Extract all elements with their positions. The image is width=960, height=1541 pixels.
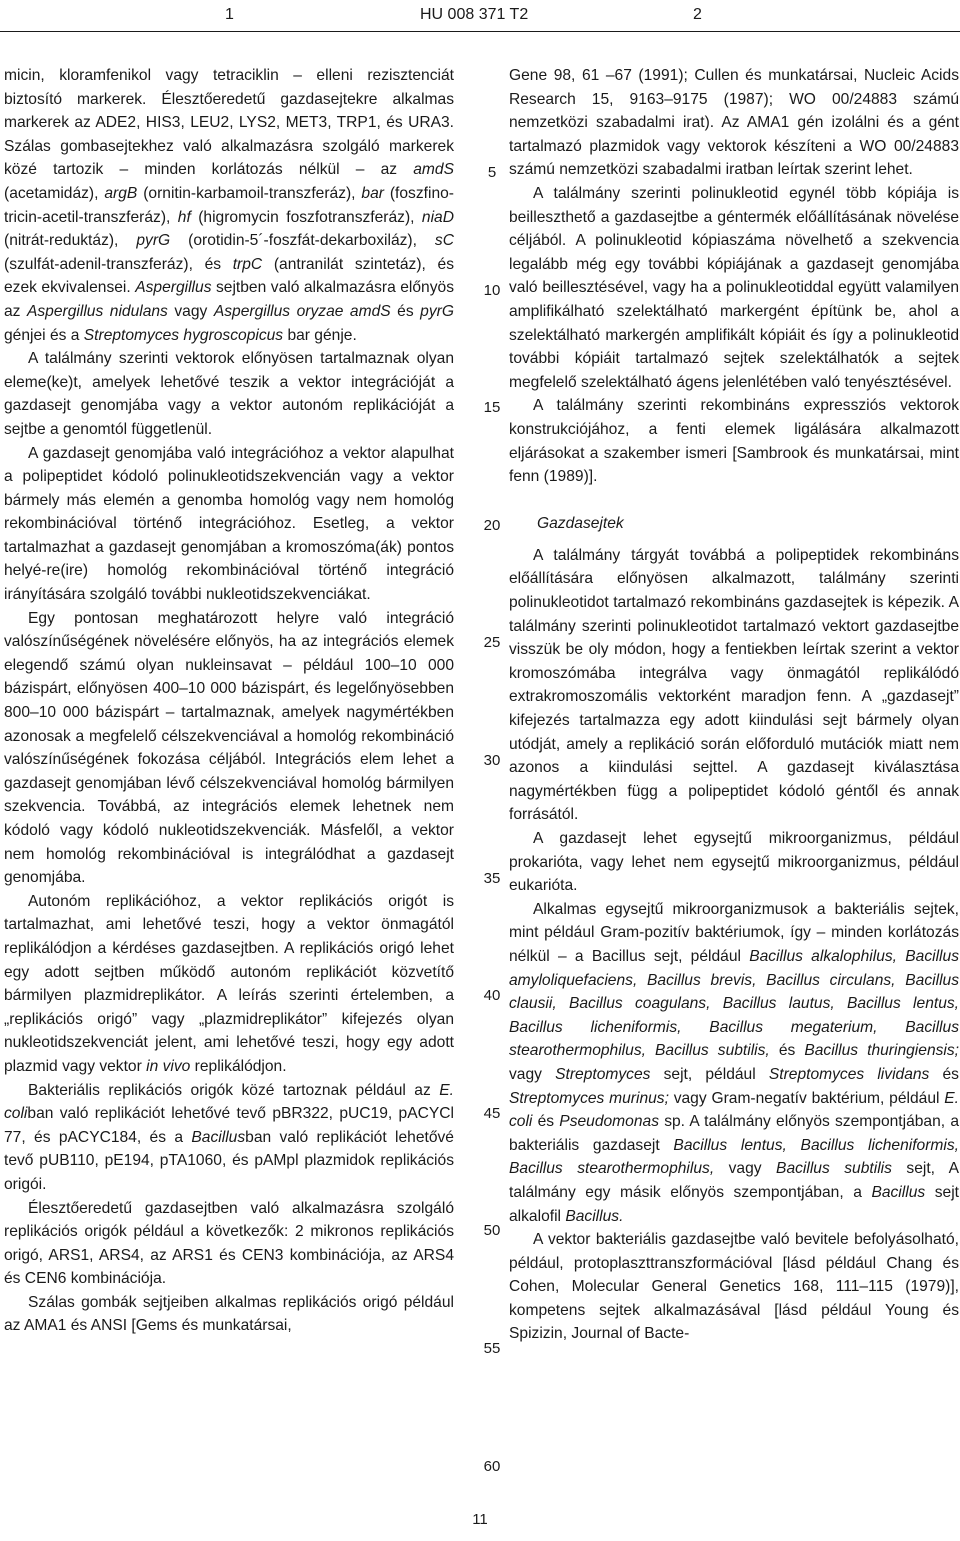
text-run: és: [532, 1113, 560, 1131]
text-run: és: [769, 1042, 805, 1060]
paragraph: [509, 544, 959, 827]
italic-text: Bacillus subtilis: [776, 1160, 892, 1178]
line-number: 55: [483, 1340, 501, 1357]
paragraph: [509, 64, 959, 182]
text-run: replikálódjon.: [190, 1057, 287, 1075]
text-run: micin, kloramfenikol vagy tetraciklin – elleni rezisztenciát biztosító markerek. Élesztőeredetű gazdasejtekre alkalmas markerek az ADE2, HIS3, LEU2, LYS2, MET3, TRP1, és URA3. Szálas gombasejtekhez való alkalmazásra szolgáló markerek közé tartozik – minden korlátozás nélkül – az: [4, 67, 454, 179]
text-run: Gene 98, 61 –67 (1991); Cullen és munkatársai, Nucleic Acids Research 15, 9163–9175 (1987); WO 00/24883 számú nemzetközi szabadalmi irat). Az AMA1 gén izolálni és a gént tartalmazó plazmidok vagy vektorok készíteni a WO 00/24883 számú nemzetközi szabadalmi iratban leírtak szerint lehet.: [509, 67, 959, 179]
text-run: Élesztőeredetű gazdasejtben való alkalmazásra szolgáló replikációs origók például a következők: 2 mikronos replikációs origó, ARS1, ARS4, az ARS1 és CEN3 kombinációja, az ARS4 és CEN6 kombinációja.: [4, 1199, 454, 1288]
text-run: Autonóm replikációhoz, a vektor replikációs origót is tartalmazhat, ami lehetővé teszi, hogy a vektor önmagától replikálódjon a kérdéses gazdasejtben. A replikációs origó lehet egy adott sejtben működő autonóm replikációt közvetítő bármilyen plazmidreplikátor. A leírás szerinti értelemben, a „replikációs origó” vagy „plazmidreplikátor” kifejezés olyan nukleotidszekvenciát jelent, ami lehetővé teszi, hogy egy adott plazmid vagy vektor: [4, 892, 454, 1075]
left-column: [4, 64, 454, 1338]
italic-text: Bacillus alkalophilus, Bacillus amyloliquefaciens, Bacillus brevis, Bacillus circulans, Bacillus clausii, Bacillus coagulans, Bacillus lautus, Bacillus lentus, Bacillus licheniformis, Bacillus megaterium, Bacillus stearothermophilus, Bacillus subtilis,: [509, 947, 959, 1060]
paragraph: [509, 1228, 959, 1346]
text-run: (acetamidáz),: [4, 184, 105, 202]
text-run: vagy: [167, 302, 214, 320]
page-header: [0, 6, 960, 30]
paragraph: [4, 442, 454, 607]
italic-text: pyrG: [420, 302, 454, 320]
italic-text: Aspergillus oryzae amdS: [213, 302, 391, 320]
text-run: A találmány szerinti vektorok előnyösen tartalmaznak olyan eleme(ke)t, amelyek lehetővé teszik a vektor integrációját a gazdasejt genomjába vagy a vektor autonóm replikációját a sejtbe a genomtól függetlenül.: [4, 350, 454, 438]
text-run: Szálas gombák sejtjeiben alkalmas replikációs origó például az AMA1 és ANSI [Gems és munkatársai,: [4, 1293, 454, 1335]
text-run: vagy: [714, 1160, 777, 1178]
paragraph: [509, 827, 959, 898]
italic-text: Streptomyces lividans: [768, 1065, 930, 1083]
italic-text: Streptomyces murinus;: [509, 1089, 669, 1107]
text-run: A gazdasejt genomjába való integrációhoz a vektor alapulhat a polipeptidet kódoló polinukleotidszekvencián vagy a vektor bármely más elemén a genomba homológ vagy nem homológ rekombinációval történő integrációhoz. Esetleg, a vektor tartalmazhat a gazdasejt genomjában a kromoszóma(ák) pontos helyé-re(ire) homológ rekombinációval történő integráció irányítására szolgáló további nukleotidszekvenciákat.: [4, 444, 454, 604]
italic-text: Streptomyces: [555, 1065, 651, 1083]
paragraph: [4, 64, 454, 347]
text-run: A vektor bakteriális gazdasejtbe való bevitele befolyásolható, például, protoplaszttranszformációval [lásd például Chang és Cohen, Molecular General Genetics 168, 111–115 (1979)], kompetens sejtek alkalmazásával [lásd például Young és Spizizin, Journal of Bacte-: [509, 1231, 959, 1343]
text-run: A gazdasejt lehet egysejtű mikroorganizmus, például prokarióta, vagy lehet nem egysejtű mikroorganizmus, például eukarióta.: [509, 830, 959, 895]
text-run: Bakteriális replikációs origók közé tartoznak például az: [28, 1081, 440, 1099]
header-rule: [0, 31, 960, 32]
italic-text: Bacillus: [191, 1128, 246, 1146]
italic-text: Aspergillus: [135, 279, 212, 297]
text-run: Egy pontosan meghatározott helyre való integráció valószínűségének növelésére előnyös, ha az integrációs elemek elegendő számú olyan nukleinsavat – például 100–10 000 bázispárt, előnyösen 400–10 000 bázispárt, és legelőnyösebben 800–10 000 bázispárt – tartalmaznak, amelyek nagymértékben azonosak a megfelelő célszekvenciával a homológ rekombináció valószínűségének fokozása céljából. Integrációs elem lehet a gazdasejt genomjában lévő célszekvenciával homológ bármilyen szekvencia. Továbbá, az integrációs elemek lehetnek nem kódoló vagy kódoló nukleotidszekvenciák. Másfelől, a vektor nem homológ rekombinációval is integrálódhat a gazdasejt genomjába.: [4, 609, 454, 887]
text-run: sejt, A találmány egy másik előnyös szempontjában, a: [509, 1160, 960, 1201]
italic-text: Pseudomonas: [559, 1113, 659, 1131]
header-page-right: 2: [693, 6, 702, 23]
italic-text: in vivo: [146, 1057, 191, 1075]
text-run: sp. A találmány előnyös szempontjában, a bakteriális gazdasejt: [509, 1113, 959, 1154]
italic-text: trpC: [232, 255, 263, 273]
paragraph: [509, 394, 959, 488]
text-run: ban való replikációt lehetővé tevő pBR322, pUC19, pACYCl 77, és pACYC184, és a: [4, 1105, 454, 1146]
line-number: 10: [483, 281, 501, 299]
italic-text: Aspergillus nidulans: [26, 302, 168, 320]
text-run: (ornitin-karbamoil-transzferáz),: [137, 184, 362, 202]
text-run: (nitrát-reduktáz),: [4, 232, 137, 250]
paragraph: [4, 1291, 454, 1338]
line-number: 15: [483, 399, 501, 417]
line-number: 40: [483, 987, 501, 1005]
text-run: ban való replikációt lehetővé tevő pUB110, pE194, pTA1060, és pAMpl plazmidok replikációs origói.: [4, 1128, 454, 1193]
text-run: vagy Gram-negatív baktérium, például: [668, 1089, 945, 1107]
italic-text: Bacillus.: [565, 1207, 624, 1225]
italic-text: E. coli: [509, 1089, 959, 1131]
italic-text: pyrG: [136, 232, 171, 250]
paragraph: [4, 1079, 454, 1197]
line-number: 25: [483, 634, 501, 652]
paragraph: [4, 607, 454, 890]
line-number: 50: [483, 1222, 501, 1240]
italic-text: Bacillus lentus, Bacillus licheniformis, Bacillus stearothermophilus,: [509, 1136, 959, 1178]
line-number: 45: [483, 1104, 501, 1122]
text-run: Alkalmas egysejtű mikroorganizmusok a bakteriális sejtek, mint például Gram-pozitív baktériumok, így – minden korlátozás nélkül – a Bacillus sejt, például: [509, 900, 959, 965]
text-run: A találmány szerinti polinukleotid egynél több kópiája is beilleszthető a gazdasejtbe a géntermék előállításának növelése céljából. A polinukleotid kópiaszáma növelhető a szekvencia legalább még egy további kópiájának a gazdasejt genomjába való beillesztésével, vagy ha a polinukleotiddal együtt valamilyen amplifikálható szelektálható markergént építünk be, ahol a szelektálható markergén amplifikált kópiáit és így a polinukleotid további kópiáit tartalmazó sejtek szelektálhatók a sejtek megfelelő szelektálható ágens jelenlétében való tenyésztésével.: [509, 184, 959, 391]
text-run: génjei és a: [4, 326, 84, 344]
italic-text: Bacillus thuringiensis;: [804, 1042, 960, 1060]
text-run: (szulfát-adenil-transzferáz), és: [4, 255, 233, 273]
page-number: 11: [472, 1511, 488, 1528]
italic-text: E. coli: [4, 1081, 454, 1123]
text-run: és: [929, 1065, 959, 1083]
line-number: 5: [487, 164, 497, 181]
text-run: bar génje.: [283, 326, 357, 344]
italic-text: bar: [361, 184, 384, 202]
italic-text: argB: [104, 184, 138, 202]
text-run: Gazdasejtek: [537, 515, 624, 533]
italic-text: Bacillus: [871, 1183, 926, 1201]
text-run: (foszfino-tricin-acetil-transzferáz),: [4, 184, 454, 226]
header-page-left: 1: [225, 6, 234, 23]
text-run: és: [390, 302, 421, 320]
text-run: (antranilát szintetáz), és ezek ekvivalensei.: [4, 255, 454, 297]
section-heading: [509, 512, 959, 536]
text-run: (orotidin-5´-foszfát-dekarboxiláz),: [170, 232, 435, 250]
line-number: 35: [483, 869, 501, 887]
text-run: vagy: [509, 1065, 556, 1083]
italic-text: sC: [434, 232, 454, 250]
paragraph: [509, 182, 959, 394]
italic-text: Streptomyces hygroscopicus: [83, 326, 284, 344]
text-run: A találmány szerinti rekombináns expressziós vektorok konstrukciójához, a fenti elemek ligálására alkalmazott eljárásokat a szakember ismeri [Sambrook és munkatársai, mint fenn (1989)].: [509, 397, 959, 486]
paragraph: [509, 898, 959, 1228]
line-number: 20: [483, 516, 501, 534]
italic-text: amdS: [413, 161, 454, 179]
text-run: sejt, például: [650, 1065, 769, 1083]
line-number: 30: [483, 752, 501, 769]
line-number: 60: [483, 1457, 501, 1475]
italic-text: hf: [177, 208, 191, 226]
header-patent-number: HU 008 371 T2: [420, 6, 529, 23]
right-column: [509, 64, 959, 1346]
text-run: A találmány tárgyát továbbá a polipeptidek rekombináns előállítására előnyösen alkalmazott, találmány szerinti polinukleotidot tartalmazó rekombináns gazdasejtek is képezik. A találmány szerinti polinukleotidot tartalmazó vektort gazdasejtbe visszük be oly módon, hogy a fentiekben leírtak szerint a vektor kromoszómába integrálva vagy önmagától replikálódó extrakromoszomális vektorként maradjon fenn. A „gazdasejt” kifejezés tartalmazza egy adott kiindulási sejt bármely olyan utódját, amely a replikáció során előforduló mutációk miatt nem azonos a kiindulási sejttel. A gazdasejt kiválasztása nagymértékben függ a polipeptidet kódoló géntől és annak forrásától.: [509, 546, 959, 824]
text-run: sejt alkalofil: [509, 1183, 959, 1225]
text-run: (higromycin foszfotranszferáz),: [190, 208, 422, 226]
italic-text: niaD: [421, 208, 454, 226]
paragraph: [4, 1197, 454, 1291]
paragraph: [4, 347, 454, 441]
paragraph: [4, 890, 454, 1079]
text-run: sejtben való alkalmazásra előnyös az: [4, 279, 454, 320]
